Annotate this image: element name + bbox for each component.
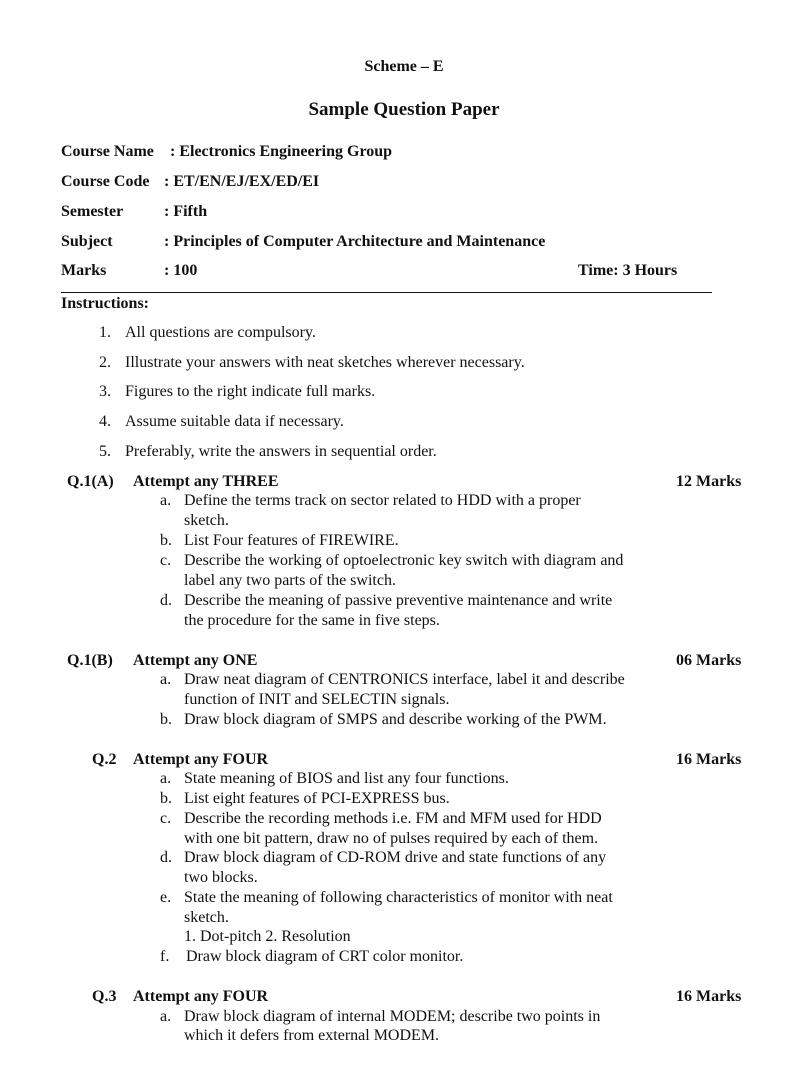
question-number: Q.2 [92, 751, 117, 768]
item-text: which it defers from external MODEM. [184, 1027, 440, 1044]
question-marks: 06 Marks [676, 652, 742, 669]
question-title: Attempt any FOUR [133, 988, 269, 1005]
item-letter: f. [160, 948, 170, 965]
item-text: label any two parts of the switch. [184, 572, 396, 589]
instruction-text: Assume suitable data if necessary. [125, 413, 344, 430]
item-text: Draw block diagram of SMPS and describe working of the PWM. [184, 711, 607, 728]
item-letter: a. [160, 770, 172, 787]
item-letter: a. [160, 671, 172, 688]
item-text: with one bit pattern, draw no of pulses required by each of them. [184, 830, 599, 847]
subject-label: Subject [61, 233, 113, 250]
question-number: Q.3 [92, 988, 117, 1005]
instruction-text: Illustrate your answers with neat sketches wherever necessary. [125, 354, 525, 371]
instructions-title: Instructions: [61, 295, 150, 312]
semester-value: : Fifth [164, 203, 208, 220]
question-number: Q.1(A) [67, 473, 114, 490]
course-name-label: Course Name [61, 143, 154, 160]
item-letter: a. [160, 1008, 172, 1025]
question-marks: 16 Marks [676, 988, 742, 1005]
instruction-number: 4. [99, 413, 111, 430]
subject-value: : Principles of Computer Architecture and Maintenance [164, 233, 546, 250]
item-text: Draw block diagram of CD-ROM drive and state functions of any [184, 849, 607, 866]
item-letter: d. [160, 592, 172, 609]
item-text: Define the terms track on sector related to HDD with a proper [184, 492, 581, 509]
scheme-label: Scheme – E [364, 58, 444, 75]
item-letter: b. [160, 790, 172, 807]
item-letter: b. [160, 532, 172, 549]
item-text: State the meaning of following characteristics of monitor with neat [184, 889, 613, 906]
item-text: sketch. [184, 512, 229, 529]
item-text: Describe the working of optoelectronic key switch with diagram and [184, 552, 624, 569]
item-letter: b. [160, 711, 172, 728]
instruction-number: 5. [99, 443, 111, 460]
question-title: Attempt any FOUR [133, 751, 269, 768]
course-code-value: : ET/EN/EJ/EX/ED/EI [164, 173, 320, 190]
instruction-text: Figures to the right indicate full marks. [125, 383, 376, 400]
item-text: List eight features of PCI-EXPRESS bus. [184, 790, 450, 807]
question-title: Attempt any ONE [133, 652, 258, 669]
item-letter: c. [160, 552, 172, 569]
semester-label: Semester [61, 203, 124, 220]
header-divider [61, 292, 712, 293]
item-text: 1. Dot-pitch 2. Resolution [184, 928, 351, 945]
instruction-text: Preferably, write the answers in sequential order. [125, 443, 437, 460]
instruction-number: 2. [99, 354, 111, 371]
time-label: Time: 3 Hours [578, 262, 678, 279]
item-text: State meaning of BIOS and list any four functions. [184, 770, 509, 787]
item-letter: e. [160, 889, 172, 906]
item-text: List Four features of FIREWIRE. [184, 532, 399, 549]
item-text: Describe the meaning of passive preventive maintenance and write [184, 592, 613, 609]
item-text: sketch. [184, 909, 229, 926]
item-letter: a. [160, 492, 172, 509]
instruction-number: 1. [99, 324, 111, 341]
item-text: Draw block diagram of CRT color monitor. [186, 948, 464, 965]
question-marks: 16 Marks [676, 751, 742, 768]
question-number: Q.1(B) [67, 652, 113, 669]
item-text: Draw neat diagram of CENTRONICS interface, label it and describe [184, 671, 625, 688]
instruction-number: 3. [99, 383, 111, 400]
course-code-label: Course Code [61, 173, 150, 190]
item-letter: d. [160, 849, 172, 866]
question-marks: 12 Marks [676, 473, 742, 490]
instruction-text: All questions are compulsory. [125, 324, 316, 341]
item-text: two blocks. [184, 869, 258, 886]
marks-value: : 100 [164, 262, 198, 279]
item-text: Draw block diagram of internal MODEM; describe two points in [184, 1008, 601, 1025]
page-title: Sample Question Paper [308, 99, 500, 120]
marks-label: Marks [61, 262, 107, 279]
item-letter: c. [160, 810, 172, 827]
question-title: Attempt any THREE [133, 473, 279, 490]
item-text: Describe the recording methods i.e. FM and MFM used for HDD [184, 810, 602, 827]
item-text: function of INIT and SELECTIN signals. [184, 691, 450, 708]
course-name-value: : Electronics Engineering Group [170, 143, 393, 160]
item-text: the procedure for the same in five steps. [184, 612, 440, 629]
